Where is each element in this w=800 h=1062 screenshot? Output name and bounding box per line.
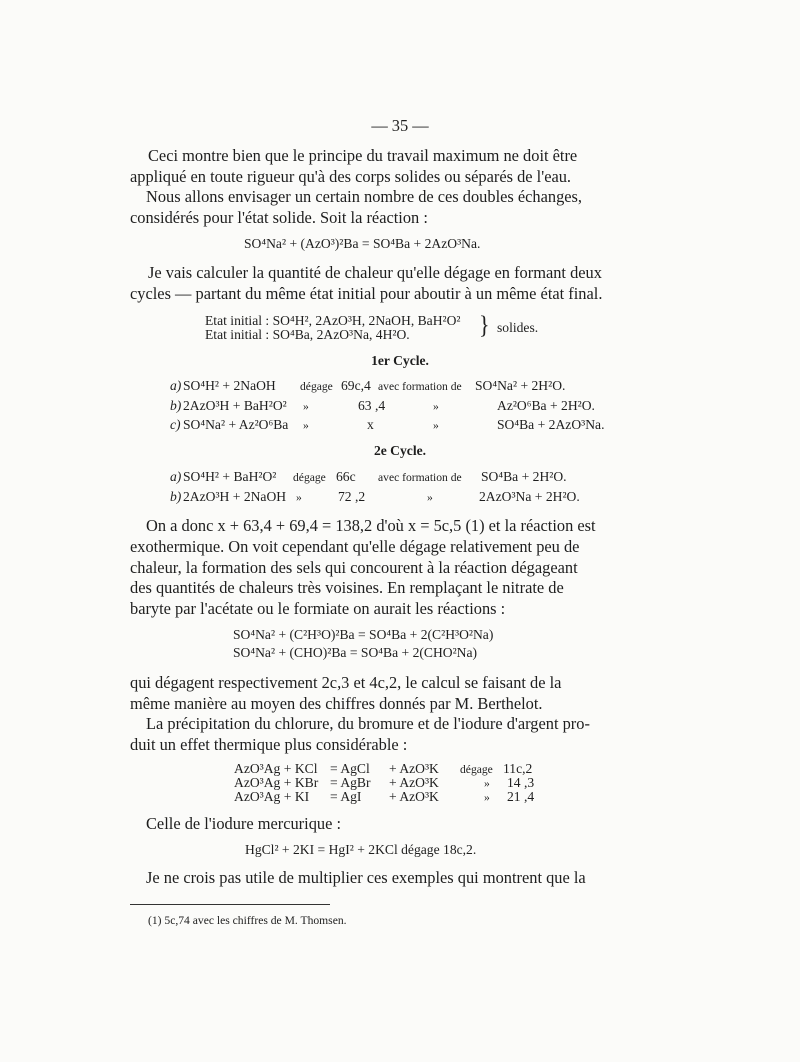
row-value: 63 ,4 [358,398,386,413]
row-right: + AzO³K [389,761,439,776]
row-label: a) [170,378,182,393]
row-eq: = AgBr [330,775,371,790]
paragraph-line: On a donc x + 63,4 + 69,4 = 138,2 d'où x = 5c,5 (1) et la réaction est [146,516,596,535]
row-eq: = AgI [330,789,362,804]
row-value: x [367,417,374,432]
paragraph-line: considérés pour l'état solide. Soit la réaction : [130,208,428,227]
cycle-1-title: 1er Cycle. [371,353,429,368]
row-mid: » [433,400,439,413]
row-label: c) [170,417,181,432]
brace: } [479,310,490,339]
paragraph-line: Je ne crois pas utile de multiplier ces exemples qui montrent que la [146,868,586,887]
equation: HgCl² + 2KI = HgI² + 2KCl dégage 18c,2. [245,842,477,857]
paragraph-line: baryte par l'acétate ou le formiate on aurait les réactions : [130,599,506,618]
row-value: 72 ,2 [338,489,366,504]
row-label: b) [170,398,182,413]
equation: SO⁴Na² + (CHO)²Ba = SO⁴Ba + 2(CHO²Na) [233,645,478,660]
paragraph-line: Nous allons envisager un certain nombre de ces doubles échanges, [146,187,583,206]
row-reactants: SO⁴Na² + Az²O⁶Ba [183,417,289,432]
cycle-2-title: 2e Cycle. [373,443,427,458]
paragraph-line: Je vais calculer la quantité de chaleur qu'elle dégage en formant deux [148,263,602,282]
row-label: a) [170,469,182,484]
row-product: Az²O⁶Ba + 2H²O. [497,398,595,413]
row-value: 11c,2 [503,761,533,776]
row-right: + AzO³K [389,775,439,790]
row-label: b) [170,489,182,504]
equation: SO⁴Na² + (C²H³O)²Ba = SO⁴Ba + 2(C²H³O²Na) [233,627,494,642]
row-left: AzO³Ag + KBr [234,775,319,790]
row-reactants: SO⁴H² + BaH²O² [183,469,277,484]
paragraph-line: chaleur, la formation des sels qui concourent à la réaction dégageant [130,558,578,577]
row-mid: avec formation de [378,380,462,393]
row-verb: » [303,419,309,432]
row-reactants: 2AzO³H + 2NaOH [183,489,287,504]
paragraph-line: exothermique. On voit cependant qu'elle dégage relativement peu de [130,537,580,556]
paragraph-line: qui dégagent respectivement 2c,3 et 4c,2, le calcul se faisant de la [130,673,562,692]
paragraph-line: duit un effet thermique plus considérable : [130,735,408,754]
row-product: SO⁴Ba + 2AzO³Na. [497,417,605,432]
footnote: (1) 5c,74 avec les chiffres de M. Thomsen. [148,914,347,927]
paragraph-line: Celle de l'iodure mercurique : [146,814,342,833]
row-right: + AzO³K [389,789,439,804]
row-left: AzO³Ag + KCl [234,761,318,776]
page-number: — 35 — [371,116,429,135]
paragraph-line: La précipitation du chlorure, du bromure et de l'iodure d'argent pro- [146,714,590,733]
initial-state-line: Etat initial : SO⁴H², 2AzO³H, 2NaOH, BaH²O² [205,313,461,328]
row-mid: » [433,419,439,432]
row-verb: dégage [293,471,326,484]
paragraph-line: appliqué en toute rigueur qu'à des corps solides ou séparés de l'eau. [130,167,572,186]
paragraph-line: même manière au moyen des chiffres donnés par M. Berthelot. [130,694,543,713]
row-value: 69c,4 [341,378,371,393]
footnote-rule [130,904,330,905]
row-value: 14 ,3 [507,775,535,790]
row-reactants: 2AzO³H + BaH²O² [183,398,287,413]
paragraph-line: Ceci montre bien que le principe du travail maximum ne doit être [148,146,578,165]
row-value: 21 ,4 [507,789,535,804]
row-verb: » [296,491,302,504]
row-mid: avec formation de [378,471,462,484]
paragraph-line: cycles — partant du même état initial pour aboutir à un même état final. [130,284,603,303]
row-eq: = AgCl [330,761,370,776]
states-label: solides. [497,320,539,335]
row-left: AzO³Ag + KI [234,789,310,804]
row-verb: » [303,400,309,413]
equation: SO⁴Na² + (AzO³)²Ba = SO⁴Ba + 2AzO³Na. [244,236,481,251]
paragraph-line: des quantités de chaleurs très voisines. En remplaçant le nitrate de [130,578,564,597]
row-product: SO⁴Ba + 2H²O. [481,469,567,484]
row-verb: » [484,791,490,804]
row-verb: » [484,777,490,790]
row-product: 2AzO³Na + 2H²O. [479,489,580,504]
row-verb: dégage [300,380,333,393]
row-verb: dégage [460,763,493,776]
row-product: SO⁴Na² + 2H²O. [475,378,566,393]
row-value: 66c [336,469,356,484]
row-reactants: SO⁴H² + 2NaOH [183,378,276,393]
row-mid: » [427,491,433,504]
final-state-line: Etat initial : SO⁴Ba, 2AzO³Na, 4H²O. [205,327,410,342]
